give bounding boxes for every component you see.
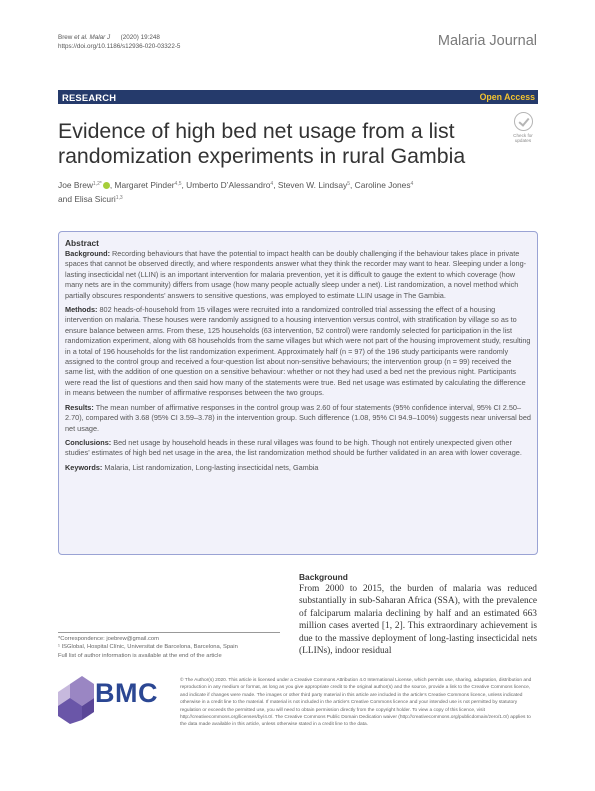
- abstract-keywords: Keywords: Malaria, List randomization, Long-lasting insecticidal nets, Gambia: [65, 462, 319, 472]
- cite-doi-link[interactable]: https://doi.org/10.1186/s12936-020-03322-5: [58, 42, 181, 50]
- author-name[interactable]: Joe Brew: [58, 180, 93, 190]
- abstract-box: [58, 231, 538, 555]
- author-name[interactable]: Steven W. Lindsay: [277, 180, 348, 190]
- background-heading: Background: [299, 572, 348, 582]
- journal-name: Malaria Journal: [437, 33, 537, 49]
- bmc-logo-text: BMC: [95, 678, 158, 708]
- footnotes: [58, 632, 280, 660]
- abstract-results: Results: The mean number of affirmative responses in the control group was 2.60 of four statements (95% confidence interval, 95% CI 2.50–2.70), compared with 3.68 (95% CI 3.59–3.78) in the intervention group. Such difference (1.08, 95% CI 94.9–100%) suggests near universal bed net usage.: [65, 402, 531, 433]
- abstract-heading: Abstract: [65, 238, 99, 248]
- citation-header: [58, 34, 180, 51]
- open-access-label: Open Access: [479, 92, 535, 102]
- orcid-icon[interactable]: [103, 182, 110, 189]
- affiliation-note: ¹ ISGlobal, Hospital Clínic, Universitat de Barcelona, Barcelona, Spain: [58, 644, 238, 651]
- article-title: Evidence of high bed net usage from a list randomization experiments in rural Gambia: [58, 119, 466, 168]
- abstract-methods: Methods: 802 heads-of-household from 15 villages were recruited into a randomized controlled trial assessing the effect of a housing intervention on malaria. These houses were randomly assigned to a housing intervention versus control, with stratification by village so as to ensure balance between arms. From these, 125 households (63 intervention, 52 control) were randomly selected for participation in the list randomization experiment, along with 68 households from the same villages but which were not part of the housing improvement study, resulting in a total of 196 households for the list randomization experiment. Approximately half (n = 97) of the 196 study participants were randomly assigned to the control group and received a four-question list about non-sensitive behaviours; the intervention group (n = 99) received the same list, with the addition of one question on a sensitive behaviour: whether or not they had used a bed net the previous night. Participants were read the list of questions and then said how many of the statements were true. Bed net usage was estimated by calculating the difference in means between the number of affirmative responses between the two groups.: [65, 305, 531, 398]
- background-text: From 2000 to 2015, the burden of malaria was reduced substantially in sub-Saharan Africa (SSA), with the prevalence of falciparum malaria declining by half and an estimated 663 million cases averted [1, 2]. This extraordinary achievement is due to the massive deployment of long-lasting insecticidal nets (LLINs), indoor residual: [299, 584, 537, 657]
- author-list: Joe Brew$^{1,2*}$ , Margaret Pinder$^{4,5}$, Umberto D’Alessandro$^4$, Steven W. Lindsay$^5$, Caroline Jones$^4$ and Elisa Sicuri$^{1,3}$: [58, 180, 414, 204]
- author-name[interactable]: Margaret Pinder: [114, 180, 175, 190]
- cite-journal: et al. Malar J: [74, 34, 111, 41]
- correspondence-email[interactable]: *Correspondence: joebrew@gmail.com: [58, 636, 159, 642]
- author-name[interactable]: Elisa Sicuri: [74, 193, 116, 204]
- abstract-conclusions: Conclusions: Bed net usage by household heads in these rural villages was found to be high. Though not entirely unexpected given other studies’ estimates of high bed net usage in the area, the list randomization method should be further validated in an area with lower coverage.: [65, 437, 522, 458]
- author-name[interactable]: Umberto D’Alessandro: [186, 180, 271, 190]
- section-banner: [58, 90, 538, 104]
- cite-authors: Brew: [58, 34, 73, 41]
- background-section: [299, 572, 537, 657]
- license-text: © The Author(s) 2020. This article is licensed under a Creative Commons Attribution 4.0 International License, which permits use, sharing, adaptation, distribution and reproduction in any medium or format, as long as you give appropriate credit to the original author(s) and the source, provide a link to the Creative Commons licence, and indicate if changes were made. The images or other third party material in this article are included in the article’s Creative Commons licence, unless indicated otherwise in a credit line to the material. If material is not included in the article’s Creative Commons licence and your intended use is not permitted by statutory regulation or exceeds the permitted use, you will need to obtain permission directly from the copyright holder. To view a copy of this licence, visit http://creativecommons.org/licenses/by/4.0/. The Creative Commons Public Domain Dedication waiver (http://creativecommons.org/publicdomain/zero/1.0/) applies to the data made available in this article, unless otherwise stated in a credit line to the data.: [180, 678, 532, 728]
- author-name[interactable]: Caroline Jones: [354, 180, 411, 190]
- abstract-background: Background: Recording behaviours that have the potential to impact health can be doubly challenging if the behaviour takes place in private spaces that cannot be observed directly, and where respondents answer what they think the recorder may want to hear. Sleeping under a long-lasting insecticidal net (LLIN) is an important intervention for malaria prevention, yet it is difficult to gauge the extent to which coverage (how many nets are in the community) differs from usage (how many people actually sleep under a net). List randomization, a novel method which partially obscures respondents’ answers to sensitive questions, was employed to estimate LLIN usage in The Gambia.: [65, 249, 527, 300]
- check-for-updates-button[interactable]: Check for updates: [508, 112, 538, 144]
- cite-year-volume: (2020) 19:248: [120, 34, 160, 41]
- check-updates-icon: [514, 112, 533, 131]
- section-label: RESEARCH: [62, 92, 117, 103]
- author-info-note: Full list of author information is available at the end of the article: [58, 652, 222, 659]
